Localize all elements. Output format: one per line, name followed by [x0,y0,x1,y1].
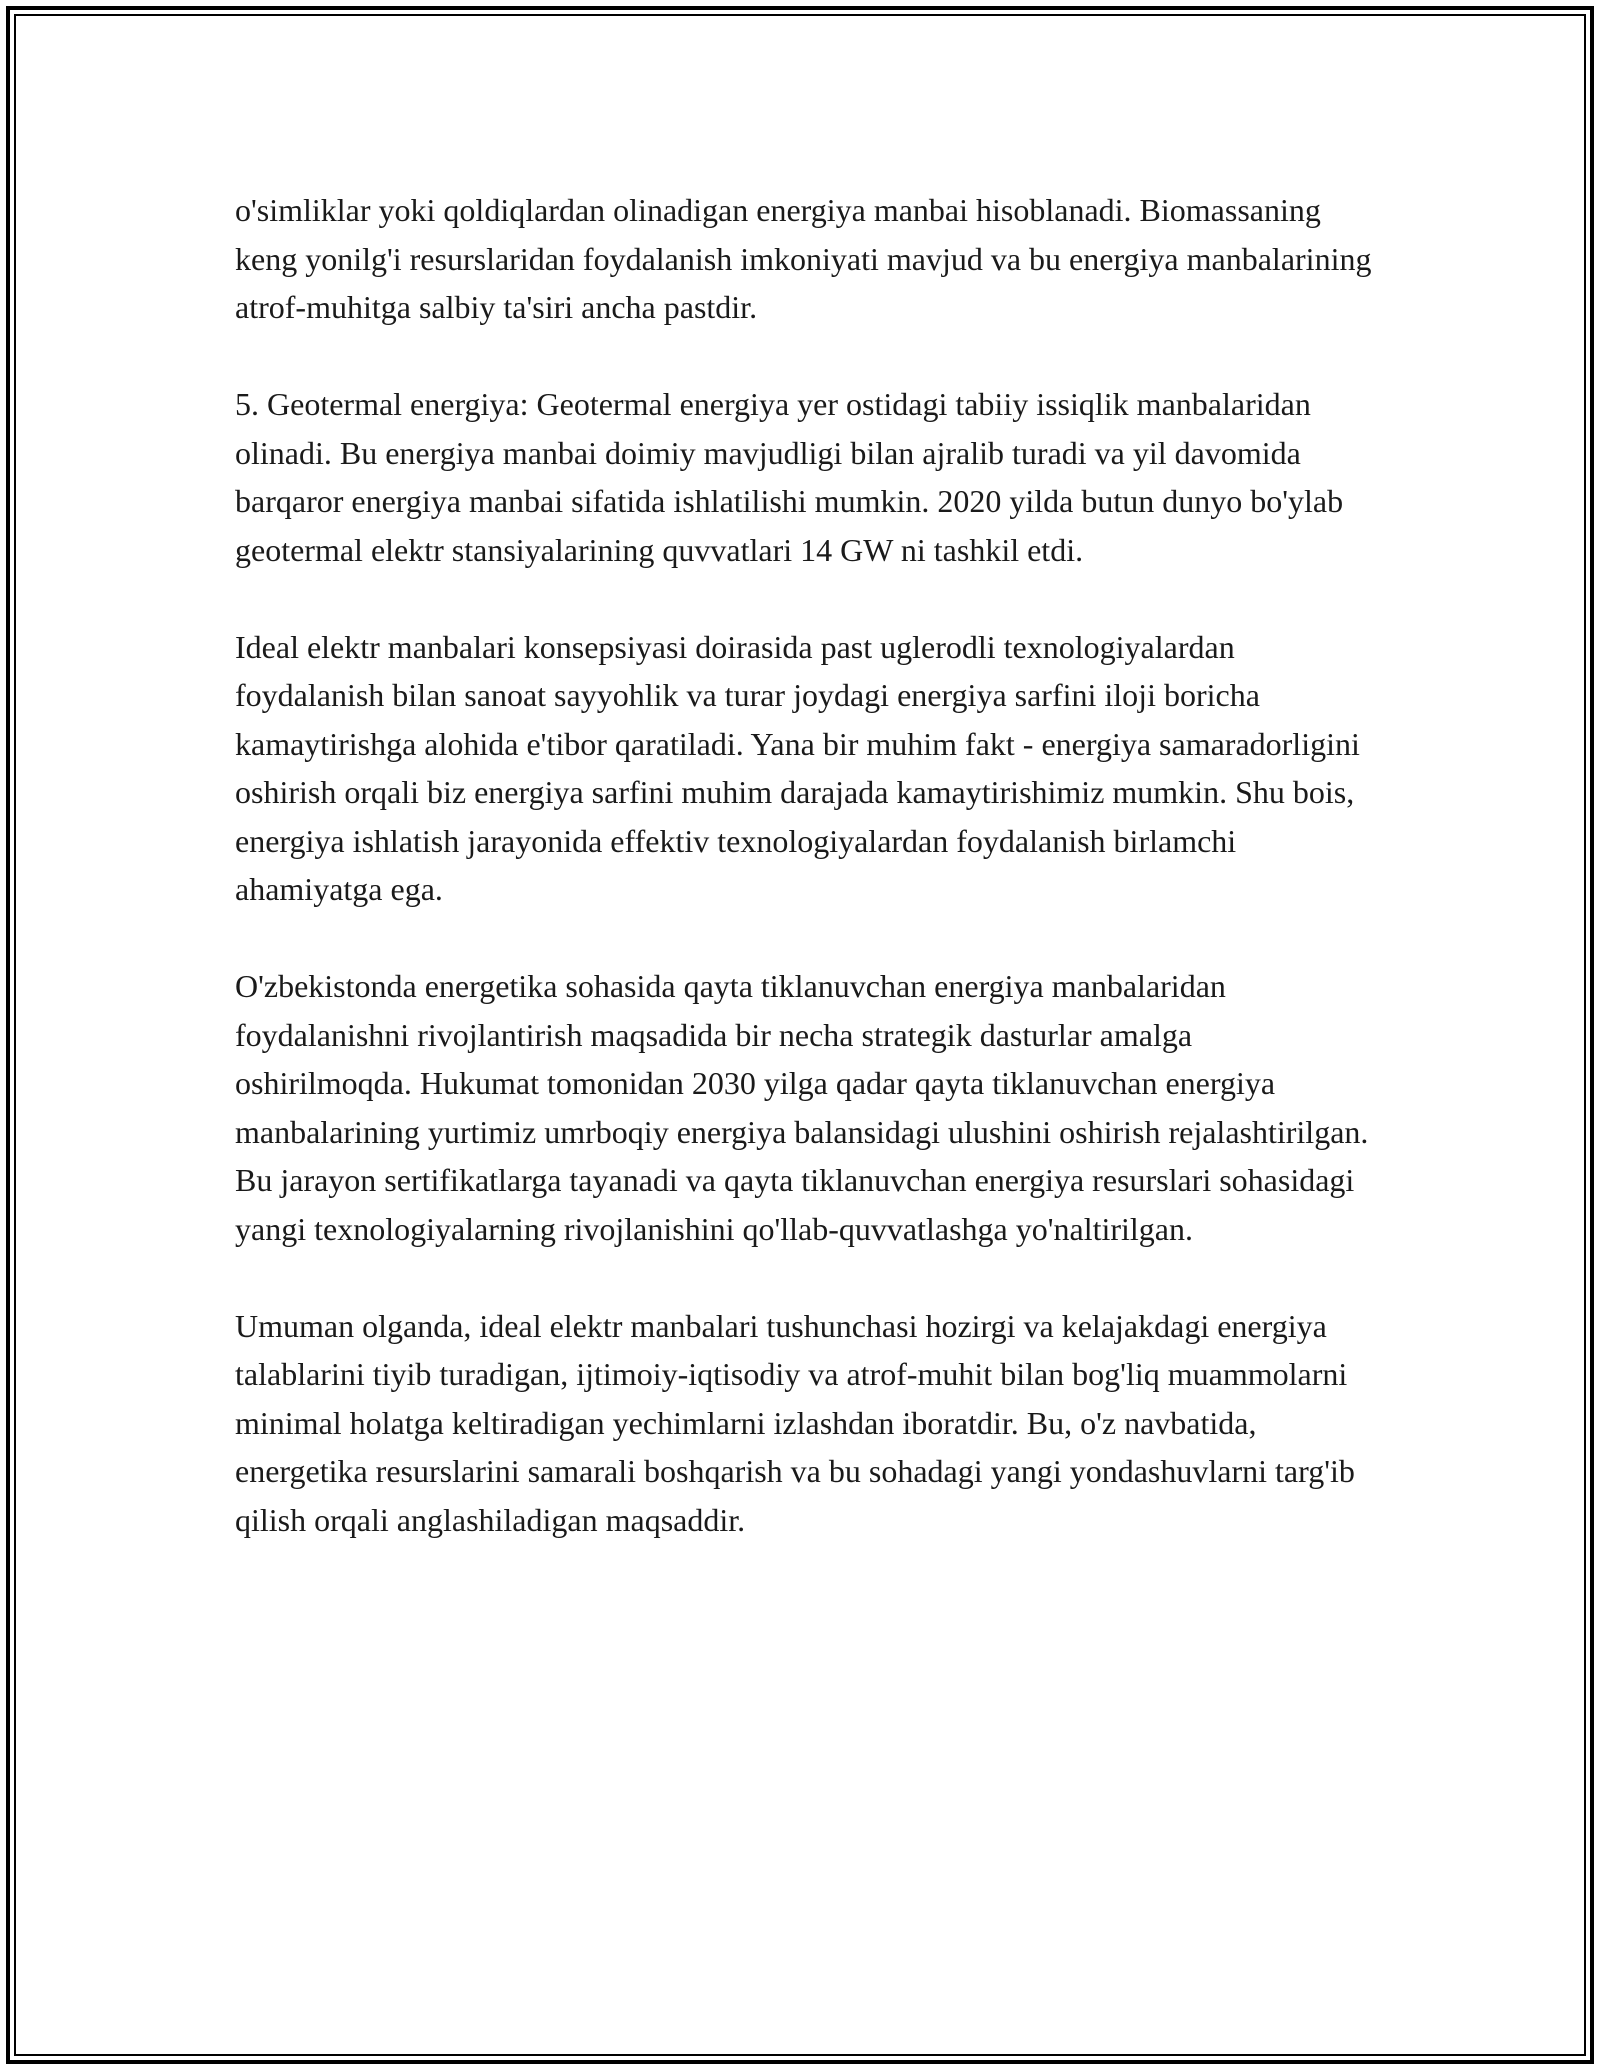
paragraph-biomass: o'simliklar yoki qoldiqlardan olinadigan energiya manbai hisoblanadi. Biomassaning keng yonilg'i resurslaridan foydalanish imkoniyati mavjud va bu energiya manbalarining atrof-muhitga salbiy ta'siri ancha pastdir. [235,192,1372,325]
paragraph-ideal-sources: Ideal elektr manbalari konsepsiyasi doirasida past uglerodli texnologiyalardan foydalanish bilan sanoat sayyohlik va turar joydagi energiya sarfini iloji boricha kamaytirishga alohida e'tibor qaratiladi. Yana bir muhim fakt - energiya samaradorligini oshirish orqali biz energiya sarfini muhim darajada kamaytirishimiz mumkin. Shu bois, energiya ishlatish jarayonida effektiv texnologiyalardan foydalanish birlamchi ahamiyatga ega. [235,628,1360,907]
paragraph-conclusion: Umuman olganda, ideal elektr manbalari tushunchasi hozirgi va kelajakdagi energiya talablarini tiyib turadigan, ijtimoiy-iqtisodiy va atrof-muhit bilan bog'liq muammolarni minimal holatga keltiradigan yechimlarni izlashdan iboratdir. Bu, o'z navbatida, energetika resurslarini samarali boshqarish va bu sohadagi yangi yondashuvlarni targ'ib qilish orqali anglashiladigan maqsaddir. [235,1307,1355,1538]
document-body [235,186,1375,1544]
paragraph-uzbekistan: O'zbekistonda energetika sohasida qayta tiklanuvchan energiya manbalaridan foydalanishni rivojlantirish maqsadida bir necha strategik dasturlar amalga oshirilmoqda. Hukumat tomonidan 2030 yilga qadar qayta tiklanuvchan energiya manbalarining yurtimiz umrboqiy energiya balansidagi ulushini oshirish rejalashtirilgan. Bu jarayon sertifikatlarga tayanadi va qayta tiklanuvchan energiya resurslari sohasidagi yangi texnologiyalarning rivojlanishini qo'llab-quvvatlashga yo'naltirilgan. [235,968,1369,1247]
paragraph-geothermal: 5. Geotermal energiya: Geotermal energiya yer ostidagi tabiiy issiqlik manbalaridan olinadi. Bu energiya manbai doimiy mavjudligi bilan ajralib turadi va yil davomida barqaror energiya manbai sifatida ishlatilishi mumkin. 2020 yilda butun dunyo bo'ylab geotermal elektr stansiyalarining quvvatlari 14 GW ni tashkil etdi. [235,386,1344,568]
